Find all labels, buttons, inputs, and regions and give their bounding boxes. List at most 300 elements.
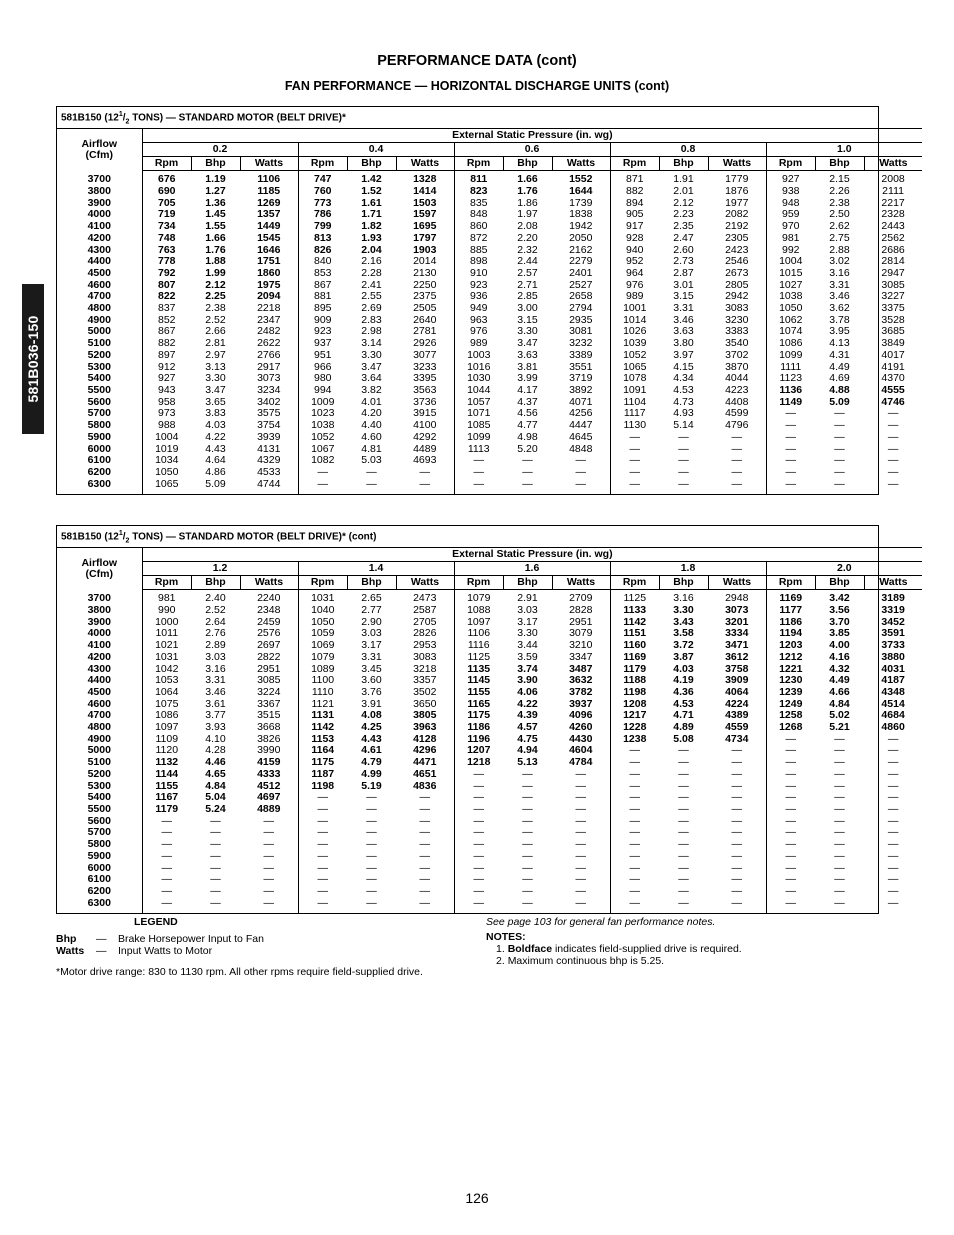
value-cell: 690 xyxy=(142,186,191,198)
value-cell: 1646 xyxy=(257,243,281,256)
value-cell: — xyxy=(834,442,845,455)
value-cell: 3.65 xyxy=(205,395,226,408)
value-cell: 705 xyxy=(142,198,191,210)
value-cell: — xyxy=(610,827,659,839)
value-cell: 3234 xyxy=(257,383,281,396)
value-cell: 2443 xyxy=(881,220,905,233)
value-cell: 928 xyxy=(610,233,659,245)
value-cell: — xyxy=(210,861,221,874)
value-cell: 4.93 xyxy=(673,407,694,420)
value-cell: 3575 xyxy=(257,407,281,420)
value-cell: 3.02 xyxy=(829,255,850,268)
table-row xyxy=(57,303,922,315)
fan-performance-table-2 xyxy=(56,525,908,914)
table-bottom-spacer xyxy=(57,909,922,913)
value-cell: 3849 xyxy=(881,337,905,350)
value-cell: 2587 xyxy=(413,604,437,617)
table-row xyxy=(57,171,922,186)
value-cell: 1082 xyxy=(298,455,347,467)
value-cell: 3702 xyxy=(725,348,749,361)
value-cell: 4.88 xyxy=(829,383,850,396)
value-cell: 2546 xyxy=(725,255,749,268)
value-cell: 2008 xyxy=(881,173,905,186)
value-cell: — xyxy=(834,826,845,839)
value-cell: 963 xyxy=(454,315,503,327)
table-row xyxy=(57,898,922,910)
value-cell: — xyxy=(419,849,430,862)
value-cell: 3.61 xyxy=(205,697,226,710)
value-cell: 3227 xyxy=(881,290,905,303)
value-cell: 3.74 xyxy=(517,662,538,675)
value-cell: — xyxy=(575,791,586,804)
value-cell: — xyxy=(298,863,347,875)
value-cell: 1.71 xyxy=(361,208,382,221)
value-cell: 2.77 xyxy=(361,604,382,617)
value-cell: 4224 xyxy=(725,697,749,710)
airflow-cell: 5500 xyxy=(87,383,111,396)
pressure-header: 1.8 xyxy=(610,562,766,576)
value-cell: — xyxy=(210,896,221,909)
value-cell: 1086 xyxy=(142,710,191,722)
external-static-pressure-header: External Static Pressure (in. wg) xyxy=(142,548,922,562)
value-cell: 2375 xyxy=(413,290,437,303)
value-cell: 4260 xyxy=(569,721,593,734)
legend-abbr: Bhp xyxy=(56,933,77,945)
value-cell: 1175 xyxy=(298,757,347,769)
value-cell: — xyxy=(731,477,742,490)
value-cell: 1328 xyxy=(413,173,437,186)
airflow-cell: 6100 xyxy=(87,873,111,886)
value-cell: 3201 xyxy=(725,615,749,628)
value-cell: 1039 xyxy=(610,338,659,350)
value-cell: 811 xyxy=(454,171,503,186)
value-cell: — xyxy=(454,851,503,863)
value-cell: 2082 xyxy=(725,208,749,221)
value-cell: — xyxy=(766,804,815,816)
value-cell: — xyxy=(678,454,689,467)
value-cell: — xyxy=(766,874,815,886)
value-cell: — xyxy=(678,477,689,490)
value-cell: 3528 xyxy=(881,313,905,326)
value-cell: — xyxy=(678,791,689,804)
value-cell: 3.80 xyxy=(673,337,694,350)
value-cell: — xyxy=(834,744,845,757)
column-header-bhp: Bhp xyxy=(191,576,240,590)
value-cell: — xyxy=(834,814,845,827)
value-cell: 1014 xyxy=(610,315,659,327)
value-cell: — xyxy=(298,898,347,910)
value-cell: 2.88 xyxy=(829,243,850,256)
value-cell: 1238 xyxy=(610,734,659,746)
value-cell: — xyxy=(678,838,689,851)
title-fraction-den: 2 xyxy=(125,537,130,545)
value-cell: 3880 xyxy=(881,650,905,663)
value-cell: 2.52 xyxy=(205,604,226,617)
airflow-cell: 3800 xyxy=(87,185,111,198)
value-cell: 970 xyxy=(766,221,815,233)
value-cell: 1031 xyxy=(142,652,191,664)
value-cell: 1133 xyxy=(610,605,659,617)
value-cell: 3.70 xyxy=(829,615,850,628)
value-cell: 3081 xyxy=(569,325,593,338)
value-cell: 3.30 xyxy=(517,325,538,338)
value-cell: — xyxy=(522,802,533,815)
value-cell: 1269 xyxy=(257,196,281,209)
value-cell: 4256 xyxy=(569,407,593,420)
value-cell: — xyxy=(834,838,845,851)
value-cell: 981 xyxy=(142,590,191,605)
table-title xyxy=(57,526,922,548)
performance-table xyxy=(57,107,922,494)
external-static-pressure-header: External Static Pressure (in. wg) xyxy=(142,129,922,143)
value-cell: 1111 xyxy=(766,362,815,374)
value-cell: — xyxy=(522,826,533,839)
side-tab xyxy=(22,284,44,434)
table-row xyxy=(57,233,922,245)
value-cell: 853 xyxy=(298,268,347,280)
value-cell: 1079 xyxy=(298,652,347,664)
value-cell: 2.71 xyxy=(517,278,538,291)
pressure-header: 0.2 xyxy=(142,143,298,157)
value-cell: 5.20 xyxy=(517,442,538,455)
value-cell: — xyxy=(610,745,659,757)
column-header-watts: Watts xyxy=(552,576,610,590)
value-cell: 4.81 xyxy=(361,442,382,455)
airflow-cell: 3700 xyxy=(87,592,111,605)
value-cell: 2401 xyxy=(569,266,593,279)
value-cell: — xyxy=(366,873,377,886)
airflow-cell: 4700 xyxy=(87,290,111,303)
value-cell: 2.15 xyxy=(829,173,850,186)
value-cell: 1155 xyxy=(142,781,191,793)
value-cell: 943 xyxy=(142,385,191,397)
value-cell: 2686 xyxy=(881,243,905,256)
value-cell: 3782 xyxy=(569,685,593,698)
value-cell: 2.44 xyxy=(517,255,538,268)
value-cell: — xyxy=(834,896,845,909)
note-2 xyxy=(486,955,886,967)
value-cell: 1155 xyxy=(454,687,503,699)
value-cell: 3915 xyxy=(413,407,437,420)
airflow-cell: 4800 xyxy=(87,302,111,315)
value-cell: 3612 xyxy=(725,650,749,663)
value-cell: 2.87 xyxy=(673,266,694,279)
value-cell: 948 xyxy=(766,198,815,210)
value-cell: 792 xyxy=(142,268,191,280)
table-row xyxy=(57,804,922,816)
value-cell: — xyxy=(454,886,503,898)
value-cell: 5.14 xyxy=(673,419,694,432)
value-cell: 3.03 xyxy=(205,650,226,663)
value-cell: 2947 xyxy=(881,266,905,279)
value-cell: 2951 xyxy=(257,662,281,675)
value-cell: — xyxy=(298,839,347,851)
value-cell: 1019 xyxy=(142,444,191,456)
value-cell: — xyxy=(834,791,845,804)
value-cell: 1.99 xyxy=(205,266,226,279)
value-cell: 1144 xyxy=(142,769,191,781)
value-cell: — xyxy=(766,745,815,757)
value-cell: — xyxy=(678,826,689,839)
value-cell: 4071 xyxy=(569,395,593,408)
value-cell: 4.17 xyxy=(517,383,538,396)
airflow-cell: 5800 xyxy=(87,838,111,851)
value-cell: — xyxy=(834,873,845,886)
value-cell: 4.25 xyxy=(361,721,382,734)
value-cell: 2.12 xyxy=(205,278,226,291)
value-cell: 4.71 xyxy=(673,709,694,722)
value-cell: 3.64 xyxy=(361,372,382,385)
value-cell: — xyxy=(887,744,899,757)
value-cell: 3.30 xyxy=(517,627,538,640)
value-cell: 760 xyxy=(298,186,347,198)
value-cell: 4.84 xyxy=(205,779,226,792)
airflow-cell: 4200 xyxy=(87,231,111,244)
pressure-header: 1.2 xyxy=(142,562,298,576)
value-cell: 2805 xyxy=(725,278,749,291)
value-cell: 4.69 xyxy=(829,372,850,385)
value-cell: 3515 xyxy=(257,709,281,722)
value-cell: 938 xyxy=(766,186,815,198)
value-cell: 4329 xyxy=(257,454,281,467)
value-cell: 3719 xyxy=(569,372,593,385)
value-cell: 2562 xyxy=(881,231,905,244)
value-cell: 1106 xyxy=(257,173,281,186)
value-cell: 3218 xyxy=(413,662,437,675)
airflow-cell: 5300 xyxy=(87,779,111,792)
value-cell: 3733 xyxy=(881,639,905,652)
pressure-header: 0.6 xyxy=(454,143,610,157)
value-cell: — xyxy=(731,744,742,757)
value-cell: 1194 xyxy=(766,628,815,640)
value-cell: 4430 xyxy=(569,732,593,745)
value-cell: 4734 xyxy=(725,732,749,745)
value-cell: — xyxy=(366,791,377,804)
value-cell: — xyxy=(419,826,430,839)
value-cell: — xyxy=(366,826,377,839)
value-cell: 1142 xyxy=(610,617,659,629)
column-header-bhp: Bhp xyxy=(815,157,864,171)
value-cell: 4191 xyxy=(881,360,905,373)
motor-drive-footnote: *Motor drive range: 830 to 1130 rpm. All other rpms require field-supplied drive. xyxy=(56,966,423,978)
value-cell: 2505 xyxy=(413,302,437,315)
value-cell: 4292 xyxy=(413,430,437,443)
value-cell: 3.03 xyxy=(361,627,382,640)
value-cell: 4.49 xyxy=(829,674,850,687)
value-cell: 1097 xyxy=(454,617,503,629)
value-cell: — xyxy=(678,767,689,780)
value-cell: 2.32 xyxy=(517,243,538,256)
value-cell: — xyxy=(678,873,689,886)
legend-desc: Input Watts to Motor xyxy=(118,945,213,957)
value-cell: 2.23 xyxy=(673,208,694,221)
value-cell: — xyxy=(419,873,430,886)
value-cell: — xyxy=(610,886,659,898)
value-cell: 2917 xyxy=(257,360,281,373)
value-cell: 5.08 xyxy=(673,732,694,745)
value-cell: 1135 xyxy=(454,664,503,676)
value-cell: 1198 xyxy=(610,687,659,699)
value-cell: 1249 xyxy=(766,699,815,711)
table-title xyxy=(57,107,922,129)
value-cell: — xyxy=(610,781,659,793)
value-cell: — xyxy=(522,884,533,897)
value-cell: 1079 xyxy=(454,590,503,605)
table-title-text: 581B150 (12 xyxy=(61,531,119,543)
value-cell: — xyxy=(731,861,742,874)
value-cell: — xyxy=(454,816,503,828)
value-cell: 2951 xyxy=(569,615,593,628)
value-cell: — xyxy=(522,849,533,862)
value-cell: — xyxy=(366,802,377,815)
value-cell: 4128 xyxy=(413,732,437,745)
value-cell: 2192 xyxy=(725,220,749,233)
value-cell: 1065 xyxy=(610,362,659,374)
value-cell: — xyxy=(298,467,347,479)
airflow-cell: 4800 xyxy=(87,721,111,734)
value-cell: — xyxy=(678,744,689,757)
value-cell: — xyxy=(366,814,377,827)
value-cell: 3.82 xyxy=(361,383,382,396)
airflow-cell: 4000 xyxy=(87,627,111,640)
value-cell: — xyxy=(766,734,815,746)
value-cell: — xyxy=(834,430,845,443)
table-title-row xyxy=(57,107,922,129)
airflow-cell: 5800 xyxy=(87,419,111,432)
value-cell: — xyxy=(731,791,742,804)
value-cell: 1004 xyxy=(766,256,815,268)
value-cell: 980 xyxy=(298,373,347,385)
value-cell: 1023 xyxy=(298,408,347,420)
airflow-header xyxy=(57,129,142,171)
value-cell: 1125 xyxy=(454,652,503,664)
value-cell: — xyxy=(610,804,659,816)
value-cell: 4.40 xyxy=(361,419,382,432)
value-cell: — xyxy=(834,779,845,792)
value-cell: 2.62 xyxy=(829,220,850,233)
value-cell: 3.00 xyxy=(517,302,538,315)
value-cell: 4.34 xyxy=(673,372,694,385)
value-cell: 3.16 xyxy=(829,266,850,279)
airflow-cell: 5200 xyxy=(87,767,111,780)
legend-dash: — xyxy=(96,933,107,945)
value-cell: 1975 xyxy=(257,278,281,291)
value-cell: 4017 xyxy=(881,348,905,361)
value-cell: 2.04 xyxy=(361,243,382,256)
value-cell: 1121 xyxy=(298,699,347,711)
value-cell: 4447 xyxy=(569,419,593,432)
value-cell: 2.08 xyxy=(517,220,538,233)
value-cell: 1015 xyxy=(766,268,815,280)
value-cell: 3375 xyxy=(881,302,905,315)
value-cell: — xyxy=(834,465,845,478)
value-cell: 989 xyxy=(454,338,503,350)
value-cell: — xyxy=(419,861,430,874)
value-cell: 2.90 xyxy=(361,615,382,628)
value-cell: 1228 xyxy=(610,722,659,734)
value-cell: — xyxy=(678,779,689,792)
note-text: indicates field-supplied drive is required. xyxy=(552,943,742,955)
value-cell: — xyxy=(575,779,586,792)
value-cell: 3085 xyxy=(881,278,905,291)
value-cell: 3632 xyxy=(569,674,593,687)
value-cell: 3.47 xyxy=(205,383,226,396)
column-header-rpm: Rpm xyxy=(142,576,191,590)
value-cell: 4697 xyxy=(257,791,281,804)
value-cell: — xyxy=(454,863,503,875)
value-cell: 4223 xyxy=(725,383,749,396)
value-cell: 4096 xyxy=(569,709,593,722)
value-cell: 1449 xyxy=(257,220,281,233)
value-cell: 1031 xyxy=(298,590,347,605)
value-cell: 2.83 xyxy=(361,313,382,326)
value-cell: 2.89 xyxy=(205,639,226,652)
value-cell: 4836 xyxy=(413,779,437,792)
value-cell: 4.13 xyxy=(829,337,850,350)
value-cell: 3.91 xyxy=(361,697,382,710)
value-cell: 990 xyxy=(142,605,191,617)
value-cell: 4187 xyxy=(881,674,905,687)
value-cell: 4.22 xyxy=(517,697,538,710)
value-cell: — xyxy=(678,430,689,443)
value-cell: 2828 xyxy=(569,604,593,617)
value-cell: — xyxy=(522,873,533,886)
value-cell: 2.50 xyxy=(829,208,850,221)
value-cell: — xyxy=(522,814,533,827)
value-cell: 2240 xyxy=(257,592,281,605)
value-cell: 3210 xyxy=(569,639,593,652)
value-cell: 2111 xyxy=(882,185,904,198)
value-cell: — xyxy=(419,802,430,815)
airflow-unit: (Cfm) xyxy=(85,149,113,162)
value-cell: 2.64 xyxy=(205,615,226,628)
value-cell: — xyxy=(766,816,815,828)
column-header-watts: Watts xyxy=(552,157,610,171)
column-header-bhp: Bhp xyxy=(659,157,708,171)
value-cell: 1.88 xyxy=(205,255,226,268)
value-cell: 966 xyxy=(298,362,347,374)
value-cell: 2.65 xyxy=(361,592,382,605)
value-cell: 4.77 xyxy=(517,419,538,432)
value-cell: — xyxy=(887,442,899,455)
value-cell: 3.15 xyxy=(673,290,694,303)
airflow-cell: 5600 xyxy=(87,395,111,408)
value-cell: — xyxy=(766,769,815,781)
value-cell: — xyxy=(610,792,659,804)
airflow-cell: 4700 xyxy=(87,709,111,722)
value-cell: 3233 xyxy=(413,360,437,373)
value-cell: 2.97 xyxy=(205,348,226,361)
value-cell: — xyxy=(834,884,845,897)
value-cell: 3736 xyxy=(413,395,437,408)
value-cell: — xyxy=(210,884,221,897)
value-cell: 4.03 xyxy=(205,419,226,432)
value-cell: — xyxy=(887,419,899,432)
table-row xyxy=(57,605,922,617)
value-cell: 3224 xyxy=(257,685,281,698)
value-cell: 1.91 xyxy=(673,173,694,186)
value-cell: 1217 xyxy=(610,710,659,722)
value-cell: 4651 xyxy=(413,767,437,780)
value-cell: 3.63 xyxy=(517,348,538,361)
value-cell: 910 xyxy=(454,268,503,280)
value-cell: 2.76 xyxy=(205,627,226,640)
value-cell: — xyxy=(887,454,899,467)
value-cell: 1165 xyxy=(454,699,503,711)
value-cell: 2.35 xyxy=(673,220,694,233)
value-cell: 1597 xyxy=(413,208,437,221)
value-cell: — xyxy=(731,779,742,792)
